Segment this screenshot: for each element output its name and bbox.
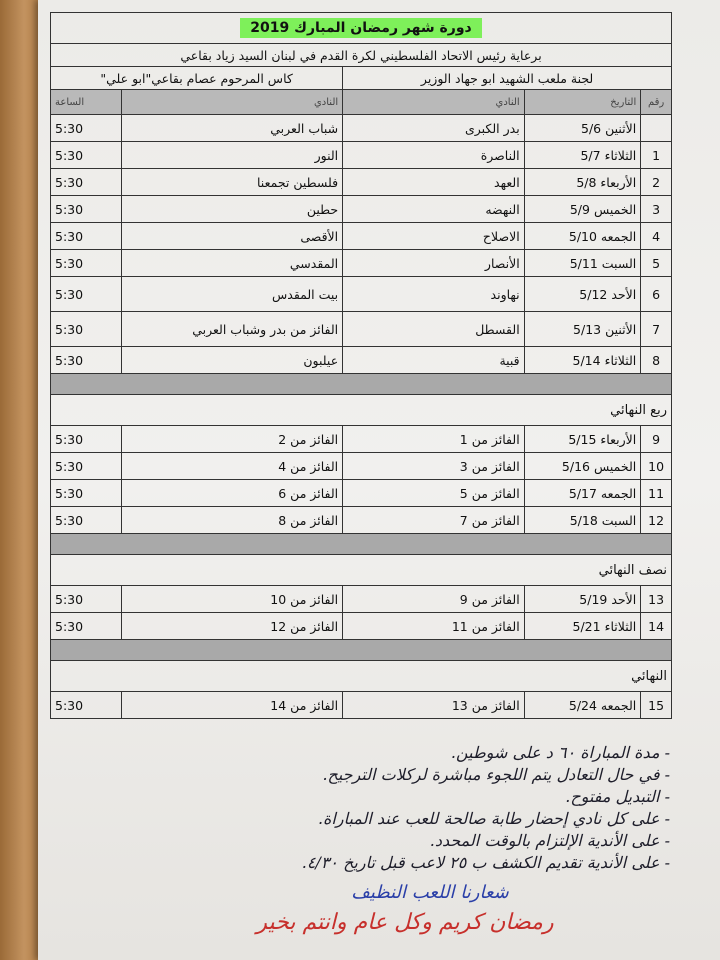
match-time: 5:30: [51, 115, 122, 142]
committee-line: لجنة ملعب الشهيد ابو جهاد الوزير: [343, 67, 672, 90]
table-row: [51, 426, 672, 453]
table-row: [51, 250, 672, 277]
match-date: الخميس 5/9: [524, 196, 641, 223]
stage-row: [51, 555, 672, 586]
slogan: شعارنا اللعب النظيف: [351, 882, 509, 903]
table-row: [51, 586, 672, 613]
match-number: 11: [641, 480, 672, 507]
header-num: رقم: [641, 90, 672, 115]
club-one: العهد: [343, 169, 525, 196]
match-number: 2: [641, 169, 672, 196]
match-date: السبت 5/11: [524, 250, 641, 277]
club-two: المقدسي: [121, 250, 342, 277]
match-time: 5:30: [51, 426, 122, 453]
match-number: 1: [641, 142, 672, 169]
club-one: الناصرة: [343, 142, 525, 169]
table-row: [51, 115, 672, 142]
club-one: الاصلاح: [343, 223, 525, 250]
note-line: - في حال التعادل يتم اللجوء مباشرة لركلات الترجيح.: [322, 765, 670, 784]
page-title: دورة شهر رمضان المبارك 2019: [240, 18, 481, 38]
schedule-sheet: [50, 12, 672, 719]
match-date: الثلاثاء 5/7: [524, 142, 641, 169]
match-date: السبت 5/18: [524, 507, 641, 534]
note-line: - على الأندية الإلتزام بالوقت المحدد.: [429, 831, 670, 850]
table-row: [51, 142, 672, 169]
stage-label: النهائي: [51, 661, 672, 692]
club-two: حطين: [121, 196, 342, 223]
table-row: [51, 453, 672, 480]
match-date: الأحد 5/19: [524, 586, 641, 613]
club-two: الفائز من 6: [121, 480, 342, 507]
separator-row: [51, 640, 672, 661]
match-date: الأربعاء 5/15: [524, 426, 641, 453]
club-two: الفائز من 14: [121, 692, 342, 719]
table-row: [51, 347, 672, 374]
table-row: [51, 613, 672, 640]
match-date: الثلاثاء 5/21: [524, 613, 641, 640]
match-number: 12: [641, 507, 672, 534]
table-row: [51, 507, 672, 534]
club-two: الفائز من 10: [121, 586, 342, 613]
match-number: [641, 115, 672, 142]
club-one: النهضه: [343, 196, 525, 223]
separator-cell: [51, 640, 672, 661]
club-one: القسطل: [343, 312, 525, 347]
title-cell: [51, 13, 672, 44]
match-time: 5:30: [51, 169, 122, 196]
table-row: [51, 692, 672, 719]
header-date: التاريخ: [524, 90, 641, 115]
match-date: الأحد 5/12: [524, 277, 641, 312]
club-one: الفائز من 13: [343, 692, 525, 719]
match-date: الأربعاء 5/8: [524, 169, 641, 196]
sponsor-line: برعاية رئيس الاتحاد الفلسطيني لكرة القدم في لبنان السيد زياد بقاعي: [51, 44, 672, 67]
match-time: 5:30: [51, 613, 122, 640]
club-one: الفائز من 7: [343, 507, 525, 534]
club-two: النور: [121, 142, 342, 169]
note-line: - على الأندية تقديم الكشف ب ٢٥ لاعب قبل تاريخ ٤/٣٠.: [301, 853, 670, 872]
club-two: عيلبون: [121, 347, 342, 374]
match-number: 15: [641, 692, 672, 719]
club-one: الفائز من 11: [343, 613, 525, 640]
separator-cell: [51, 534, 672, 555]
match-number: 9: [641, 426, 672, 453]
club-one: الفائز من 5: [343, 480, 525, 507]
separator-cell: [51, 374, 672, 395]
club-two: الفائز من 12: [121, 613, 342, 640]
match-time: 5:30: [51, 196, 122, 223]
match-time: 5:30: [51, 507, 122, 534]
table-header-row: [51, 90, 672, 115]
header-club1: النادي: [343, 90, 525, 115]
header-club2: النادي: [121, 90, 342, 115]
match-time: 5:30: [51, 453, 122, 480]
handwritten-notes: [110, 742, 670, 874]
note-line: - على كل نادي إحضار طابة صالحة للعب عند المباراة.: [317, 809, 670, 828]
match-date: الجمعه 5/10: [524, 223, 641, 250]
match-number: 13: [641, 586, 672, 613]
match-time: 5:30: [51, 480, 122, 507]
stage-label: نصف النهائي: [51, 555, 672, 586]
match-number: 3: [641, 196, 672, 223]
club-two: الفائز من 2: [121, 426, 342, 453]
club-one: قبية: [343, 347, 525, 374]
separator-row: [51, 534, 672, 555]
match-time: 5:30: [51, 277, 122, 312]
match-number: 6: [641, 277, 672, 312]
club-one: الفائز من 3: [343, 453, 525, 480]
match-number: 8: [641, 347, 672, 374]
match-number: 4: [641, 223, 672, 250]
match-time: 5:30: [51, 250, 122, 277]
club-one: نهاوند: [343, 277, 525, 312]
match-time: 5:30: [51, 142, 122, 169]
club-one: الفائز من 1: [343, 426, 525, 453]
match-date: الثلاثاء 5/14: [524, 347, 641, 374]
match-date: الخميس 5/16: [524, 453, 641, 480]
header-time: الساعة: [51, 90, 122, 115]
club-two: الفائز من بدر وشباب العربي: [121, 312, 342, 347]
club-two: بيت المقدس: [121, 277, 342, 312]
match-date: الجمعه 5/24: [524, 692, 641, 719]
match-time: 5:30: [51, 347, 122, 374]
table-row: [51, 223, 672, 250]
match-number: 10: [641, 453, 672, 480]
match-number: 7: [641, 312, 672, 347]
match-date: الأثنين 5/6: [524, 115, 641, 142]
match-number: 5: [641, 250, 672, 277]
match-number: 14: [641, 613, 672, 640]
note-line: - التبديل مفتوح.: [565, 787, 670, 806]
club-two: الأقصى: [121, 223, 342, 250]
match-time: 5:30: [51, 223, 122, 250]
club-one: الفائز من 9: [343, 586, 525, 613]
cup-line: كاس المرحوم عصام بقاعي"ابو علي": [51, 67, 343, 90]
club-one: بدر الكبرى: [343, 115, 525, 142]
match-time: 5:30: [51, 692, 122, 719]
table-row: [51, 277, 672, 312]
table-row: [51, 169, 672, 196]
club-two: الفائز من 4: [121, 453, 342, 480]
table-row: [51, 196, 672, 223]
stage-row: [51, 395, 672, 426]
separator-row: [51, 374, 672, 395]
club-two: شباب العربي: [121, 115, 342, 142]
club-one: الأنصار: [343, 250, 525, 277]
match-time: 5:30: [51, 586, 122, 613]
stage-label: ربع النهائي: [51, 395, 672, 426]
match-date: الجمعه 5/17: [524, 480, 641, 507]
club-two: فلسطين تجمعنا: [121, 169, 342, 196]
table-row: [51, 480, 672, 507]
match-time: 5:30: [51, 312, 122, 347]
match-date: الأثنين 5/13: [524, 312, 641, 347]
stage-row: [51, 661, 672, 692]
note-line: - مدة المباراة ٦٠ د على شوطين.: [450, 743, 670, 762]
club-two: الفائز من 8: [121, 507, 342, 534]
schedule-table: [50, 12, 672, 719]
table-row: [51, 312, 672, 347]
greeting: رمضان كريم وكل عام وانتم بخير: [256, 910, 554, 935]
